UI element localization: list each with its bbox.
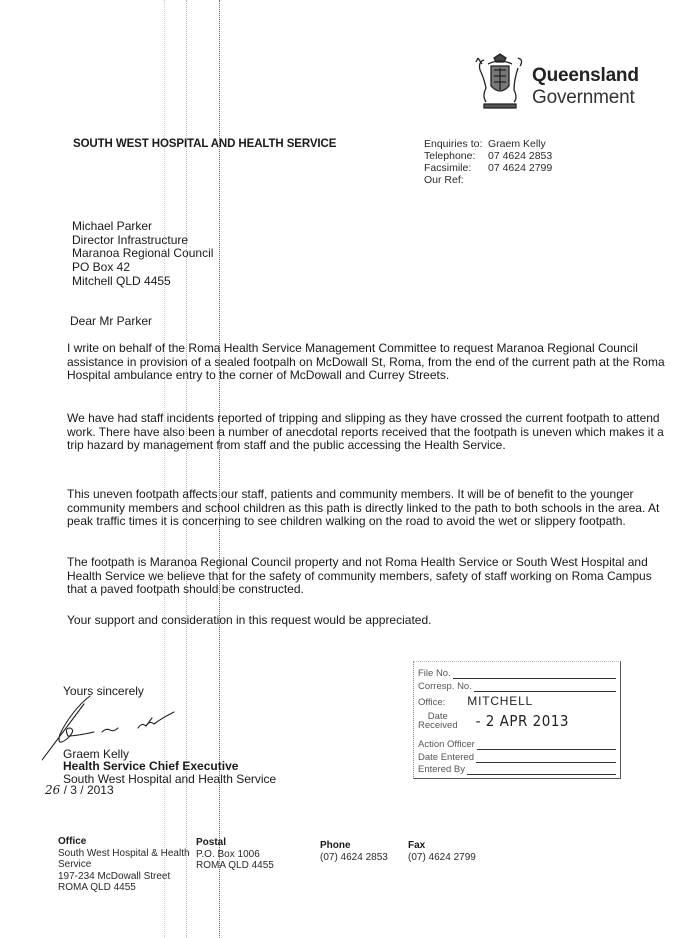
salutation: Dear Mr Parker — [70, 314, 153, 328]
stamp-date-entered: Date Entered — [418, 752, 616, 763]
contact-details — [424, 138, 552, 186]
coat-of-arms-icon — [474, 52, 526, 112]
queensland-government-logo — [474, 52, 664, 114]
handwritten-date — [45, 783, 114, 797]
footer-office-title: Office — [58, 836, 87, 847]
handwritten-date-day: 26 — [45, 783, 61, 797]
stamp-office: Office: MITCHELL — [418, 694, 534, 708]
footer-office-line: ROMA QLD 4455 — [58, 882, 136, 893]
received-stamp — [413, 661, 621, 779]
contact-label: Telephone: — [424, 150, 476, 162]
stamp-date-received: Date Received - 2 APR 2013 — [418, 711, 569, 731]
stamp-corresp-no: Corresp. No. — [418, 681, 616, 692]
valediction: Yours sincerely — [63, 684, 144, 698]
recipient-locality: Mitchell QLD 4455 — [72, 273, 171, 288]
footer-postal-line: P.O. Box 1006 — [196, 848, 260, 860]
signer-title: Health Service Chief Executive — [63, 759, 239, 773]
body-paragraph: Your support and consideration in this request would be appreciated. — [67, 613, 432, 627]
contact-label: Facsimile: — [424, 162, 472, 174]
contact-value: Graem Kelly — [488, 138, 546, 150]
recipient-address — [72, 220, 213, 289]
organisation-heading: SOUTH WEST HOSPITAL AND HEALTH SERVICE — [73, 138, 337, 150]
contact-label: Enquiries to: — [424, 138, 483, 150]
handwritten-date-rest: / 3 / 2013 — [60, 783, 114, 797]
footer-phone-value: (07) 4624 2853 — [320, 851, 388, 863]
footer-fax — [408, 840, 476, 863]
footer-postal — [196, 837, 274, 872]
footer-office-line: 197-234 McDowall Street — [58, 870, 171, 882]
footer-office — [58, 836, 203, 894]
contact-value: 07 4624 2799 — [488, 162, 553, 174]
recipient-po-box: PO Box 42 — [72, 260, 131, 275]
footer-fax-value: (07) 4624 2799 — [408, 851, 476, 863]
recipient-name: Michael Parker — [72, 219, 153, 233]
contact-value: 07 4624 2853 — [488, 150, 553, 162]
stamp-file-no: File No. — [418, 668, 616, 679]
stamp-office-value: MITCHELL — [467, 694, 534, 708]
footer-office-line: South West Hospital & Health Service — [58, 847, 190, 870]
footer-phone — [320, 840, 388, 863]
recipient-title: Director Infrastructure — [72, 232, 189, 247]
body-paragraph: The footpath is Maranoa Regional Council property and not Roma Health Service or South West Hospital and Health Service we believe that for the safety of community members, safety of staff working on Roma Campus that a paved footpath should be constructed. — [67, 555, 652, 597]
footer-postal-title: Postal — [196, 837, 227, 848]
contact-row-facsimile — [424, 162, 552, 174]
footer-postal-line: ROMA QLD 4455 — [196, 860, 274, 871]
stamp-action-officer: Action Officer — [418, 739, 616, 750]
footer-phone-title: Phone — [320, 840, 351, 851]
logo-subtitle: Government — [532, 87, 635, 108]
contact-row-our-ref — [424, 174, 552, 186]
contact-label: Our Ref: — [424, 174, 464, 186]
recipient-organisation: Maranoa Regional Council — [72, 246, 214, 261]
footer-fax-title: Fax — [408, 840, 426, 851]
stamp-entered-by: Entered By — [418, 764, 616, 775]
stamp-date-value: - 2 APR 2013 — [475, 712, 569, 730]
signer-organisation: South West Hospital and Health Service — [63, 772, 277, 786]
body-paragraph: This uneven footpath affects our staff, patients and community members. It will be of benefit to the younger community members and school children as this path is directly linked to the path to both schools in the area. At peak traffic times it is concerning to see children walking on the road to avoid the wet or slippery footpath. — [67, 487, 660, 529]
signer-name: Graem Kelly — [63, 747, 130, 761]
body-paragraph: I write on behalf of the Roma Health Service Management Committee to request Maranoa Regional Council assistance in provision of a sealed footpalh on McDowall St, Roma, from the end of the current path at the Roma Hospital ambulance entry to the corner of McDowall and Currey Streets. — [67, 341, 665, 383]
contact-row-enquiries — [424, 138, 552, 150]
contact-row-telephone — [424, 150, 552, 162]
body-paragraph: We have had staff incidents reported of tripping and slipping as they have crossed the current footpath to attend work. There have also been a number of anecdotal reports received that the footpath is uneven which makes it a trip hazard by management from staff and the public accessing the Health Service. — [67, 411, 664, 453]
logo-title: Queensland — [532, 65, 639, 86]
